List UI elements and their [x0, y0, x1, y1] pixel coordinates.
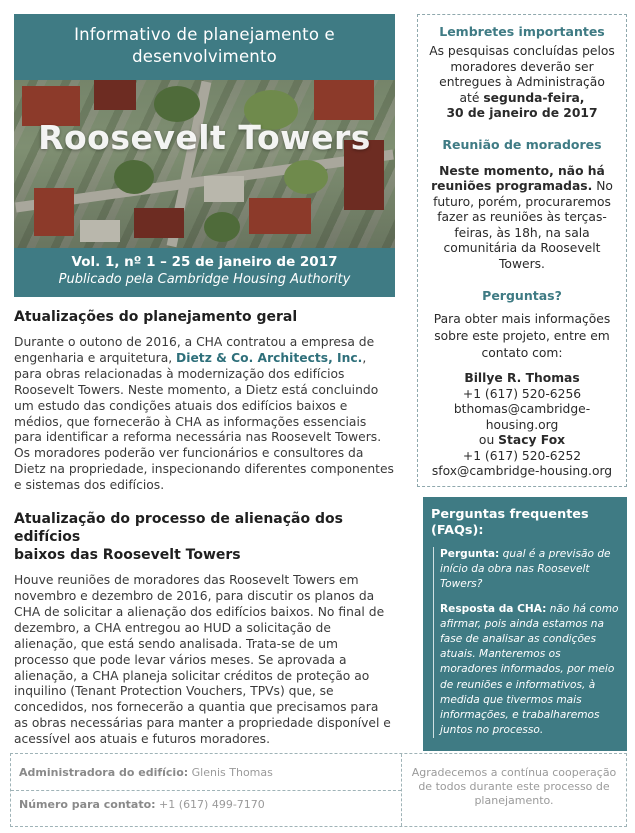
meeting-body: No futuro, porém, procuraremos fazer as reuniões às terças-feiras, às 18h, na sala comunitária da Roosevelt Towers. — [433, 179, 613, 271]
section1-text-end: , para obras relacionadas à modernização dos edifícios Roosevelt Towers. Neste momento, a Dietz está concluindo um estudo das condições atuais dos edifícios baixos e médios, que fornecerão à CHA as informações essenciais para identificar a reforma necessária nas Roosevelt Towers. Os moradores poderão ver funcionários e consultores da Dietz na propriedade, inspecionando diferentes componentes e sistemas dos edifícios. — [14, 350, 394, 493]
section2-heading-line2: baixos das Roosevelt Towers — [14, 547, 241, 564]
contact1-email-part1[interactable]: bthomas@cambridge- — [453, 402, 591, 416]
reminders-text — [418, 44, 626, 122]
or-label: ou — [478, 433, 495, 447]
questions-heading: Perguntas? — [482, 288, 562, 303]
section1-text — [14, 335, 395, 494]
title-line-2: desenvolvimento — [132, 47, 277, 66]
section2-text: Houve reuniões de moradores das Roosevelt Towers em novembro e dezembro de 2016, para discutir os planos da CHA de solicitar a alienação dos edifícios baixos. No final de dezembro, a CHA entregou ao HUD a solicitação de alienação, que está sendo analisada. Trata-se de um processo que pode levar vários meses. Se aprovada a alienação, a CHA planeja solicitar créditos de proteção ao inquilino (Tenant Protection Vouchers, TPVs) que, se concedidos, nos fornecerão a quantia que precisamos para as obras necessárias para manter a propriedade disponível e acessível aos atuais e futuros moradores. — [14, 573, 391, 747]
section1-text-start: Durante o outono de 2016, a CHA contratou a empresa de engenharia e arquitetura, — [14, 335, 375, 365]
aerial-photo — [14, 80, 395, 248]
contact1-phone: +1 (617) 520-6256 — [462, 386, 582, 401]
contact2-name: Stacy Fox — [498, 433, 566, 447]
answer-text: não há como afirmar, pois ainda estamos na fase de analisar as condições atuais. Manteremos os moradores informados, por meio de reuniões e informativos, à medida que tivermos mais informações, e trabalharemos juntos no processo. — [440, 602, 619, 737]
manager-value: Glenis Thomas — [188, 766, 273, 779]
contact2-phone: +1 (617) 520-6252 — [462, 448, 582, 463]
phone-row — [19, 798, 265, 811]
header-banner — [14, 14, 395, 297]
meeting-heading: Reunião de moradores — [442, 136, 602, 152]
questions-text: Para obter mais informações sobre este projeto, entre em contato com: — [433, 312, 611, 360]
issue-bar — [14, 248, 395, 297]
dietz-link[interactable]: Dietz & Co. Architects, Inc. — [176, 350, 363, 365]
meeting-bold: Neste momento, não há reuniões programadas. — [431, 163, 605, 193]
section2-heading-line1: Atualização do processo de alienação dos edifícios — [14, 511, 343, 546]
reminders-date1: segunda-feira, — [483, 90, 585, 105]
answer-label: Resposta da CHA: — [440, 602, 547, 615]
faq-question — [440, 547, 619, 593]
section1-heading: Atualizações do planejamento geral — [14, 309, 298, 325]
newsletter-title — [14, 14, 395, 80]
thanks-note: Agradecemos a contínua cooperação de todos durante este processo de planejamento. — [411, 766, 617, 807]
title-line-1: Informativo de planejamento e — [74, 25, 335, 44]
reminders-ate: até — [459, 90, 480, 105]
sidebar-box — [417, 14, 627, 487]
faq-content — [433, 547, 619, 738]
footer-divider — [11, 790, 401, 791]
phone-value: +1 (617) 499-7170 — [155, 798, 265, 811]
contact2-email[interactable]: sfox@cambridge-housing.org — [431, 464, 613, 478]
faq-box — [423, 497, 627, 751]
phone-label: Número para contato: — [19, 798, 156, 811]
faq-title: Perguntas frequentes (FAQs): — [431, 507, 589, 538]
section2-heading — [14, 510, 395, 564]
manager-label: Administradora do edifício: — [19, 766, 189, 779]
main-column — [14, 308, 395, 748]
contact1-name: Billye R. Thomas — [464, 371, 580, 385]
footer — [10, 753, 627, 827]
contact1-email-part2[interactable]: housing.org — [485, 417, 559, 432]
manager-row — [19, 766, 273, 779]
reminders-body: As pesquisas concluídas pelos moradores deverão ser entregues à Administração — [429, 44, 615, 89]
publisher-line: Publicado pela Cambridge Housing Authority — [58, 272, 351, 287]
contact1 — [418, 371, 626, 480]
meeting-text — [418, 164, 626, 273]
faq-answer — [440, 602, 619, 739]
footer-contact-panel — [11, 754, 402, 826]
question-text: qual é a previsão de início da obra nas Roosevelt Towers? — [440, 548, 611, 591]
question-label: Pergunta: — [440, 548, 500, 560]
reminders-date2: 30 de janeiro de 2017 — [446, 106, 598, 120]
photo-title: Roosevelt Towers — [38, 118, 371, 157]
reminders-heading: Lembretes importantes — [439, 24, 605, 39]
issue-line: Vol. 1, nº 1 – 25 de janeiro de 2017 — [71, 254, 338, 270]
